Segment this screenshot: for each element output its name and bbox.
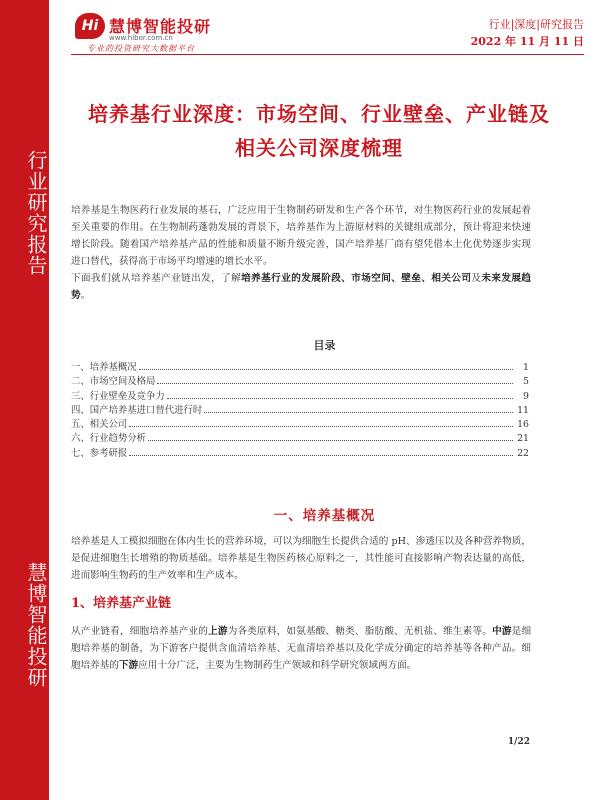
toc-item-page: 16 xyxy=(517,419,529,431)
sidebar-top-text: 行业研究报告 xyxy=(24,150,48,276)
sidebar xyxy=(0,0,49,800)
logo xyxy=(75,12,325,52)
toc-item-page: 1 xyxy=(523,362,529,373)
toc-item[interactable] xyxy=(71,432,529,446)
toc-item[interactable] xyxy=(71,390,529,404)
intro-p2-mid: 及 xyxy=(471,273,482,284)
toc-item-page: 9 xyxy=(523,390,529,402)
chain-bold-downstream: 下游 xyxy=(118,660,139,671)
report-date: 2022 年 11 月 11 日 xyxy=(470,35,584,48)
chain-text-e: 是细胞培养基的制备，为下游客户提供含血清培养基、无血清培养基以及化学成分确定的培养基等各种产品。细胞培养基的 xyxy=(71,626,532,671)
toc-leader xyxy=(139,369,513,370)
section-paragraph: 培养基是人工模拟细胞在体内生长的营养环境，可以为细胞生长提供合适的 pH、渗透压以及各种营养物质，是促进细胞生长增殖的物质基础。培养基是生物医药核心原料之一，其性能可直接影响产物表达量的高低，进而影响生物药的生产效率和生产成本。 xyxy=(71,536,531,581)
toc-item-label: 三、行业壁垒及竞争力 xyxy=(71,390,165,402)
toc-item-page: 21 xyxy=(517,433,529,445)
header-meta xyxy=(471,18,584,49)
intro-p2-prefix: 下面我们就从培养基产业链出发，了解 xyxy=(71,273,242,284)
intro-p2-bold-1: 培养基行业的发展阶段、市场空间、壁垒、相关公司 xyxy=(241,273,472,284)
toc-item-label: 二、市场空间及格局 xyxy=(71,376,156,388)
section-heading: 一、培养基概况 xyxy=(273,508,376,524)
toc-item-page: 22 xyxy=(517,447,529,459)
toc-item[interactable] xyxy=(71,361,529,375)
toc-item-label: 五、相关公司 xyxy=(71,419,128,431)
chain-bold-upstream: 上游 xyxy=(208,626,228,637)
logo-name: 慧博智能投研 xyxy=(109,17,212,36)
toc-leader xyxy=(129,426,513,427)
toc-item-label: 四、国产培养基进口替代进行时 xyxy=(71,404,203,416)
sub-heading: 1、培养基产业链 xyxy=(71,596,172,611)
report-category: 行业|深度|研究报告 xyxy=(488,18,584,31)
toc-item[interactable] xyxy=(71,404,529,418)
report-title: 培养基行业深度：市场空间、行业壁垒、产业链及相关公司深度梳理 xyxy=(88,102,550,160)
toc-item-page: 5 xyxy=(523,376,529,388)
chain-bold-midstream: 中游 xyxy=(492,626,512,637)
toc-leader xyxy=(129,455,513,456)
toc-item-page: 11 xyxy=(517,404,529,416)
toc-leader xyxy=(148,440,513,441)
logo-mark-icon: Hi xyxy=(75,13,105,39)
toc-item-label: 七、参考研报 xyxy=(71,447,128,459)
chain-text-g: 应用十分广泛，主要为生物制药生产领域和科学研究领域两方面。 xyxy=(138,660,417,671)
logo-url: www.hibor.com.cn xyxy=(109,34,173,42)
sidebar-bottom-text: 慧博智能投研 xyxy=(24,562,48,688)
toc-title: 目录 xyxy=(313,339,336,352)
table-of-contents xyxy=(71,361,529,461)
intro-paragraph-2 xyxy=(71,270,531,304)
toc-item-label: 六、行业趋势分析 xyxy=(71,433,147,445)
intro-paragraph-1: 培养基是生物医药行业发展的基石，广泛应用于生物制药研发和生产各个环节，对生物医药行业的发展起着至关重要的作用。在生物制药蓬勃发展的背景下，培养基作为上游原材料的关键组成部分，预计将迎来快速增长阶段。随着国产培养基产品的性能和质量不断升级完善，国产培养基厂商有望凭借本土化优势逐步实现进口替代，获得高于市场平均增速的增长水平。 xyxy=(71,205,531,267)
intro-p2-bold-2: 未来发展趋势 xyxy=(71,273,532,301)
toc-leader xyxy=(157,383,513,384)
toc-leader xyxy=(204,412,513,413)
chain-text-c: 为各类原料，如氨基酸、糖类、脂肪酸、无机盐、维生素等。 xyxy=(227,626,493,637)
intro-p2-suffix: 。 xyxy=(80,290,91,301)
page-number: 1/22 xyxy=(507,737,530,747)
toc-item[interactable] xyxy=(71,418,529,432)
industry-chain-paragraph xyxy=(71,623,531,674)
logo-slogan: 专业的投资研究大数据平台 xyxy=(87,44,195,53)
toc-item[interactable] xyxy=(71,447,529,461)
page-header xyxy=(49,0,600,60)
toc-item-label: 一、培养基概况 xyxy=(71,362,137,373)
header-divider xyxy=(71,54,584,55)
chain-text-a: 从产业链看，细胞培养基产业的 xyxy=(71,626,209,637)
toc-item[interactable] xyxy=(71,375,529,389)
toc-leader xyxy=(167,398,513,399)
